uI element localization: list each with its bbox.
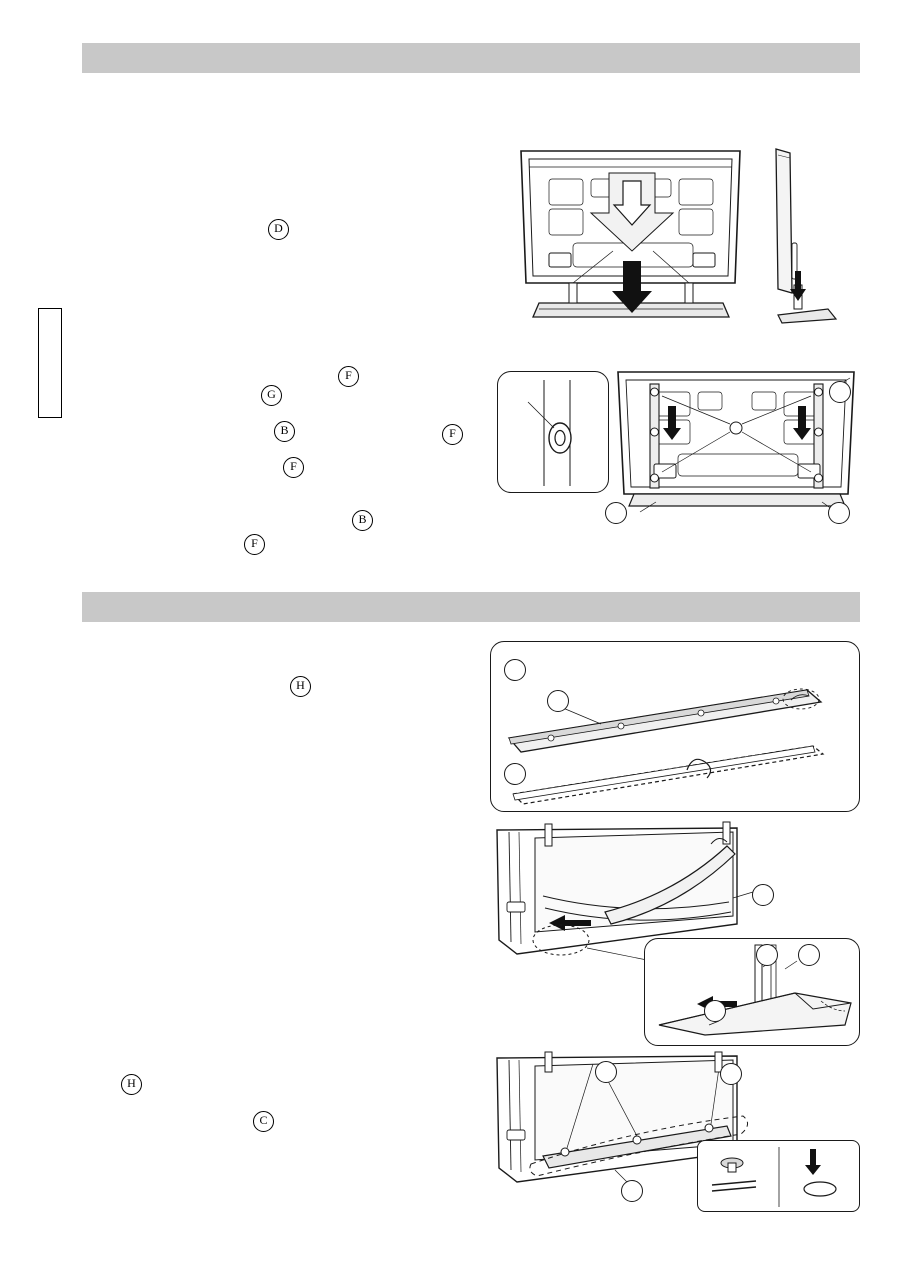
callout-c: C xyxy=(253,1111,274,1132)
callout-g: G xyxy=(261,385,282,406)
callout-f-2: F xyxy=(283,457,304,478)
figure-bubble-install-a xyxy=(752,884,774,906)
callout-f-3: F xyxy=(244,534,265,555)
figure-screw-detail-frame xyxy=(497,371,609,493)
section-1-header-bar xyxy=(82,43,860,73)
figure-cover-strip-frame xyxy=(490,641,860,812)
figure-bubble-screwfix-b xyxy=(720,1063,742,1085)
figure-cover-install-detail-frame xyxy=(644,938,860,1046)
figure-tv-rear-insert xyxy=(513,143,748,333)
figure-bubble-strip-c xyxy=(504,763,526,785)
callout-h-1: H xyxy=(290,676,311,697)
callout-d: D xyxy=(268,219,289,240)
figure-bubble-detail-a xyxy=(756,944,778,966)
figure-bubble-screwfix-c xyxy=(621,1180,643,1202)
figure-tv-rear-screw-points xyxy=(612,366,860,538)
figure-bubble-detail-c xyxy=(704,1000,726,1022)
figure-bubble-screwfix-a xyxy=(595,1061,617,1083)
callout-f-1: F xyxy=(338,366,359,387)
figure-bubble-2 xyxy=(605,502,627,524)
figure-bubble-3 xyxy=(828,502,850,524)
page-margin-tab xyxy=(38,308,62,418)
figure-tv-side-view xyxy=(766,143,858,333)
section-2-header-bar xyxy=(82,592,860,622)
callout-b-2: B xyxy=(352,510,373,531)
figure-bubble-1 xyxy=(829,381,851,403)
figure-bubble-detail-b xyxy=(798,944,820,966)
figure-detail-callout-f: F xyxy=(442,424,463,445)
callout-h-2: H xyxy=(121,1074,142,1095)
figure-bubble-strip-b xyxy=(547,690,569,712)
figure-screw-ok-ng-frame xyxy=(697,1140,860,1212)
callout-b-1: B xyxy=(274,421,295,442)
figure-bubble-strip-a xyxy=(504,659,526,681)
